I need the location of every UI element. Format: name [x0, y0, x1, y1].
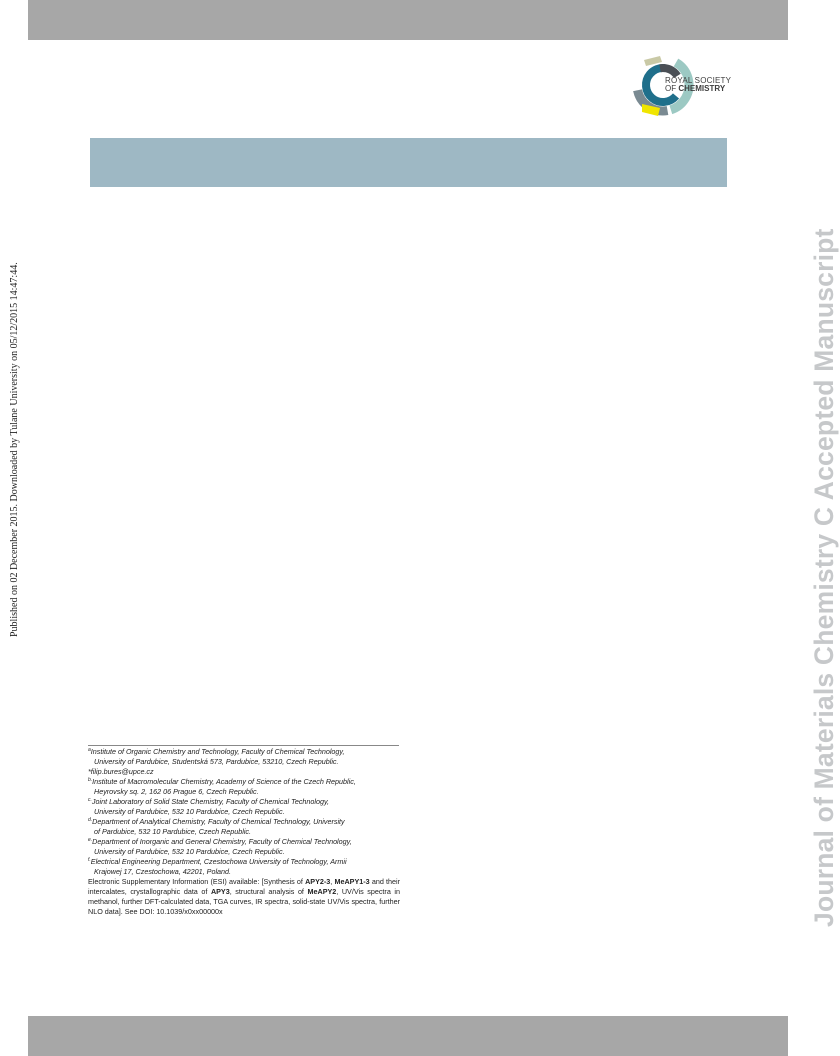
affiliation-a: [88, 747, 400, 767]
esi-compound: APY2-3: [305, 877, 331, 886]
esi-text: Electronic Supplementary Information (ESI) available: [Synthesis of: [88, 877, 306, 886]
affiliation-text-cont: Krajowej 17, Czestochowa, 42201, Poland.: [94, 867, 232, 876]
esi-note: [88, 877, 400, 917]
affiliation-d: [88, 817, 400, 837]
rsc-logo-text: [665, 77, 731, 93]
affiliation-text-cont: University of Pardubice, 532 10 Pardubice, Czech Republic.: [94, 847, 285, 856]
affiliation-text: Electrical Engineering Department, Czestochowa University of Technology, Armii: [90, 857, 347, 866]
affiliation-text: Institute of Macromolecular Chemistry, Academy of Science of the Czech Republic,: [92, 777, 356, 786]
logo-of: OF: [665, 84, 679, 93]
affiliation-marker: e.: [88, 837, 93, 843]
affiliation-text-cont: University of Pardubice, Studentská 573, Pardubice, 53210, Czech Republic.: [94, 757, 339, 766]
affiliation-marker: b.: [88, 777, 93, 783]
footnotes: [88, 747, 400, 917]
publication-note: Published on 02 December 2015. Downloaded by Tulane University on 05/12/2015 14:47:44.: [9, 262, 20, 637]
corresponding-email[interactable]: *filip.bures@upce.cz: [88, 767, 154, 776]
esi-compound: MeAPY1-3: [334, 877, 370, 886]
affiliation-e: [88, 837, 400, 857]
journal-watermark: Journal of Materials Chemistry C Accepted Manuscript: [809, 228, 839, 927]
esi-compound: APY3: [210, 887, 230, 896]
header-bar: [28, 0, 788, 40]
logo-line-2: [665, 85, 731, 93]
affiliation-text: Department of Analytical Chemistry, Faculty of Chemical Technology, University: [92, 817, 345, 826]
affiliation-text-cont: of Pardubice, 532 10 Pardubice, Czech Republic.: [94, 827, 252, 836]
affiliation-marker: a: [88, 747, 91, 753]
affiliation-text: Joint Laboratory of Solid State Chemistry, Faculty of Chemical Technology,: [91, 797, 330, 806]
esi-text: and their intercalates, crystallographic data of: [88, 877, 401, 896]
affiliation-c: [88, 797, 400, 817]
affiliation-marker: f.: [88, 857, 91, 863]
affiliation-marker: d.: [88, 817, 93, 823]
affiliation-f: [88, 857, 400, 877]
logo-chemistry: CHEMISTRY: [678, 84, 726, 93]
affiliation-marker: c.: [88, 797, 92, 803]
title-band: [90, 138, 727, 187]
affiliation-text-cont: University of Pardubice, 532 10 Pardubice, Czech Republic.: [94, 807, 285, 816]
footer-bar: [28, 1016, 788, 1056]
affiliation-b: [88, 777, 400, 797]
affiliation-text: Department of Inorganic and General Chemistry, Faculty of Chemical Technology,: [92, 837, 352, 846]
esi-compound: MeAPY2: [307, 887, 337, 896]
esi-text: , structural analysis of: [229, 887, 308, 896]
footnote-rule: [88, 745, 399, 746]
rsc-logo: [630, 52, 740, 118]
esi-text: , UV/Vis spectra in methanol, further DFT-calculated data, TGA curves, IR spectra, solid-state UV/Vis spectra, further NLO data]. See DOI: 10.1039/x0xx00000x: [88, 887, 400, 916]
affiliation-text-cont: Heyrovsky sq. 2, 162 06 Prague 6, Czech Republic.: [94, 787, 259, 796]
esi-text: ,: [330, 877, 335, 886]
logo-line-1: ROYAL SOCIETY: [665, 76, 732, 85]
affiliation-text: Institute of Organic Chemistry and Technology, Faculty of Chemical Technology,: [90, 747, 345, 756]
